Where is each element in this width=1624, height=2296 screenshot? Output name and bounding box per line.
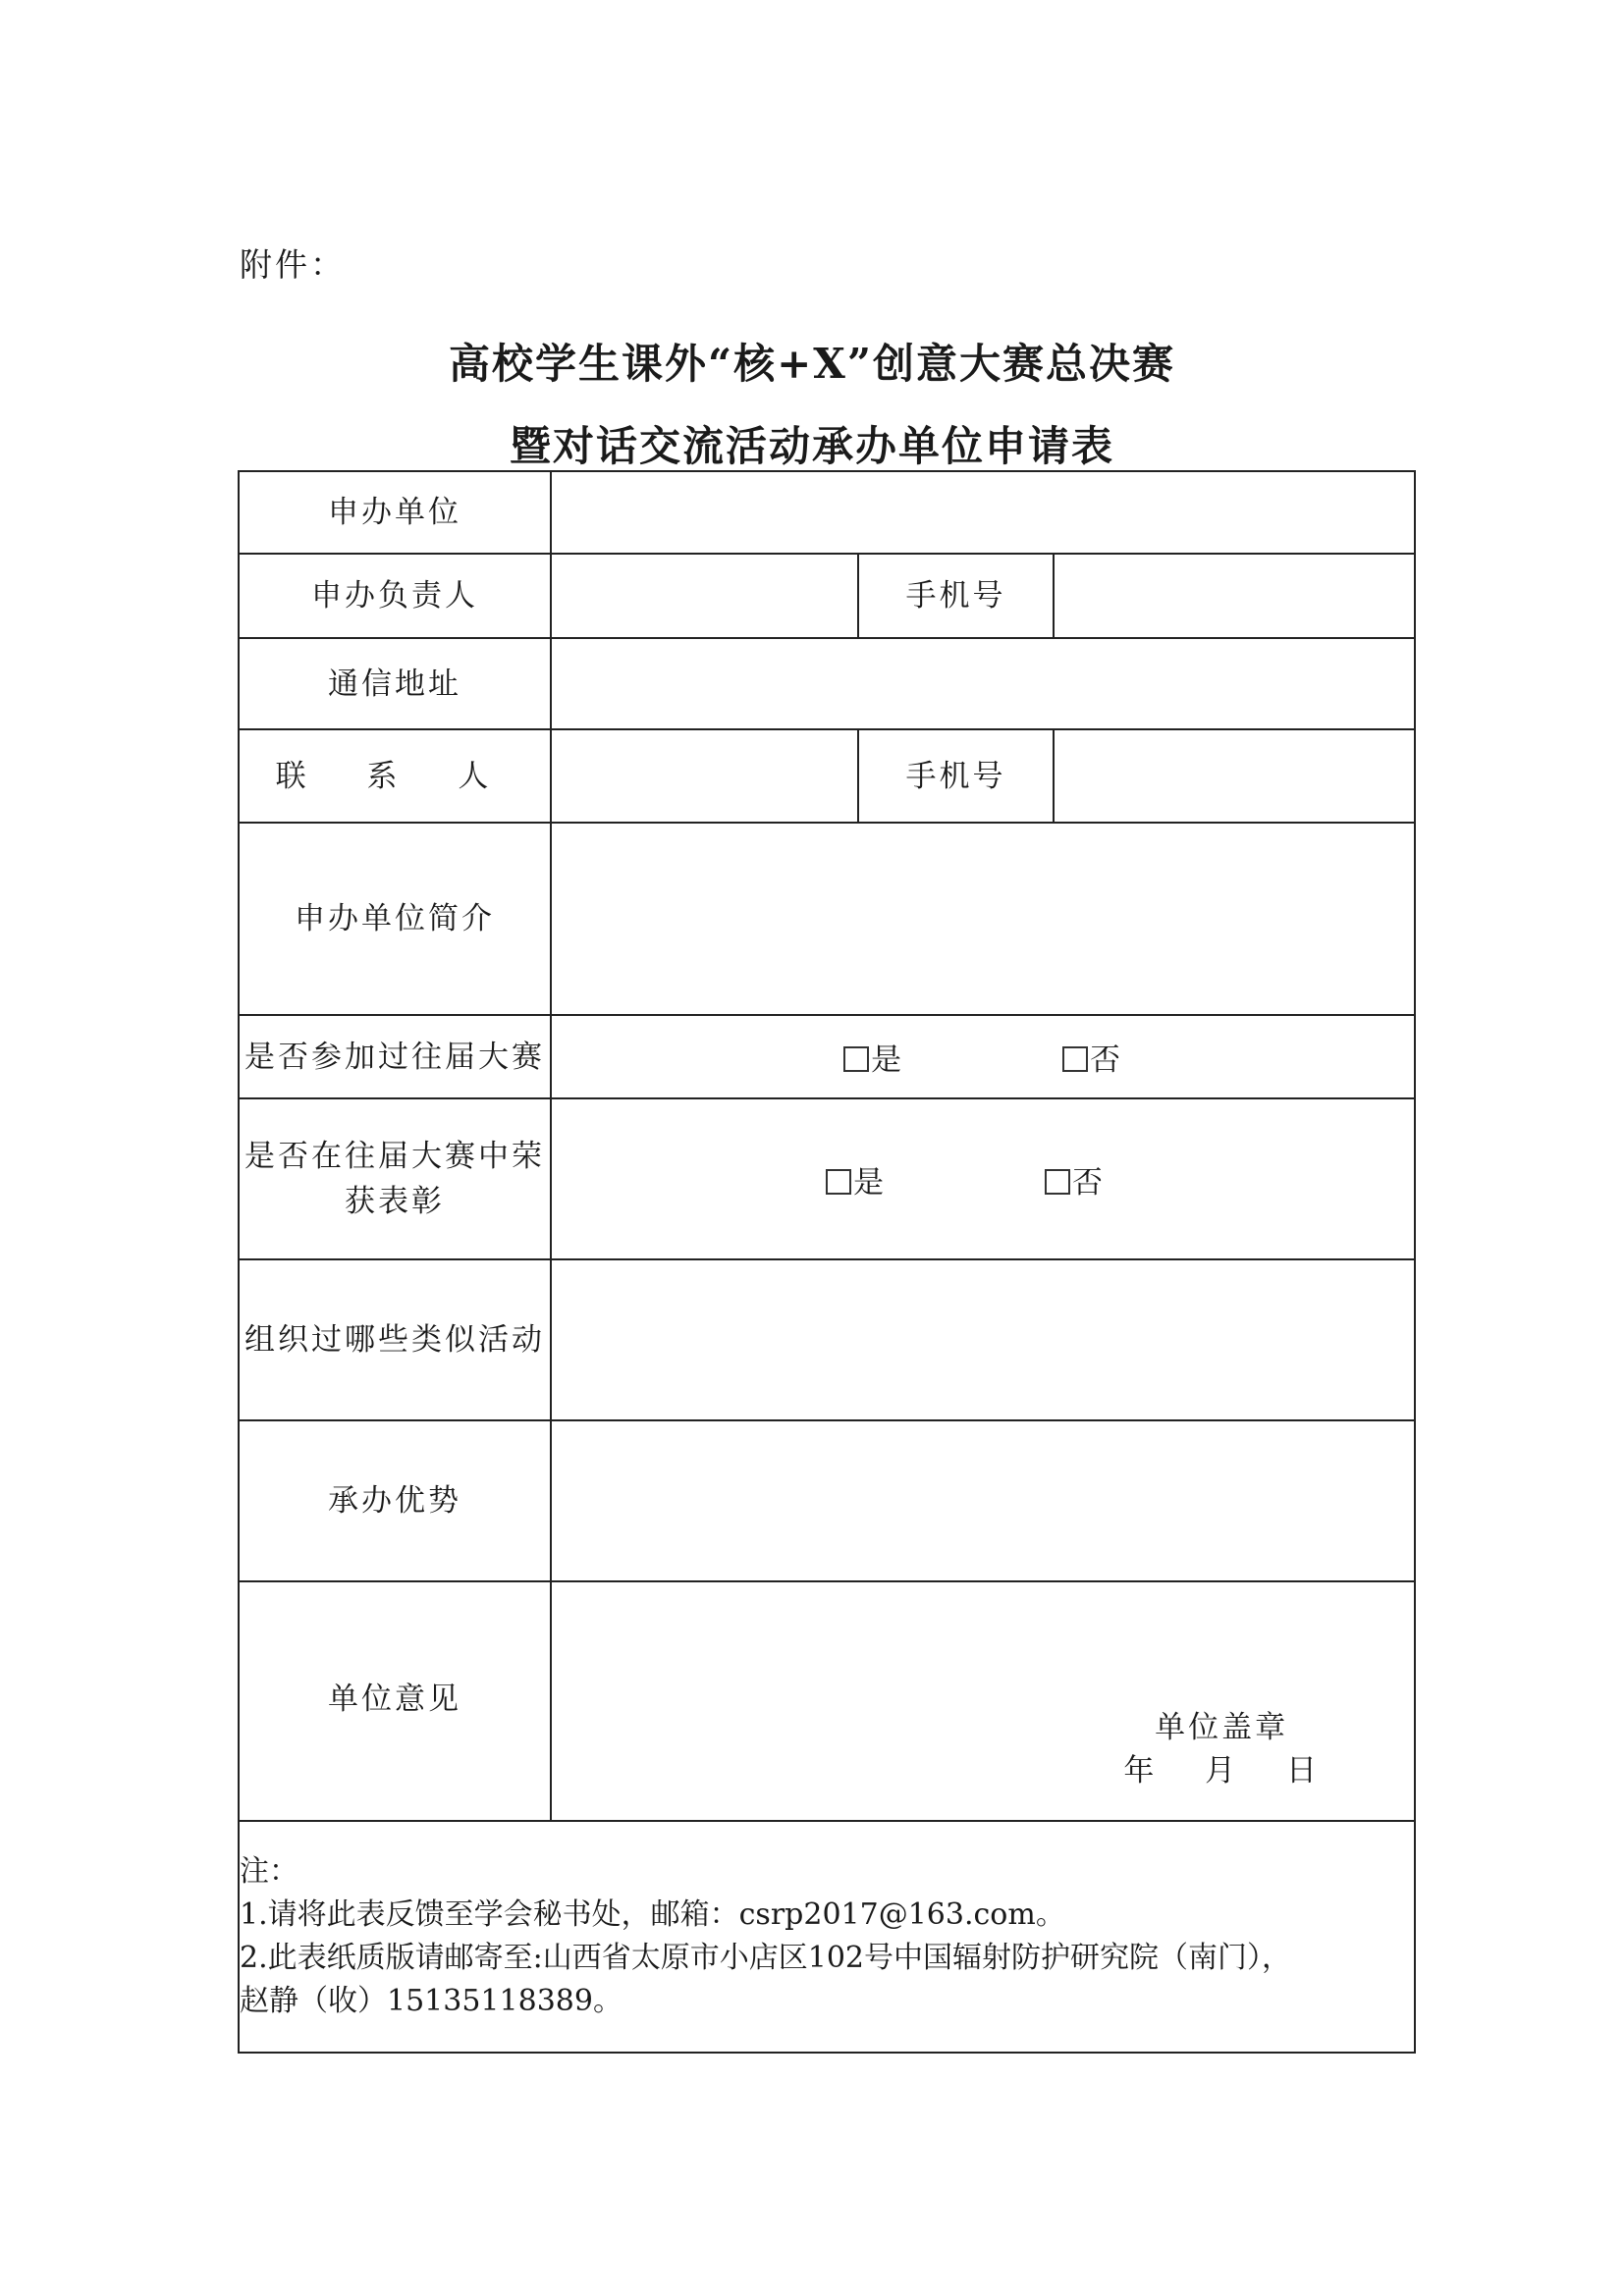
seal-block: [1123, 1706, 1320, 1792]
lead-phone-field[interactable]: [1054, 554, 1415, 638]
unit-opinion-label: 单位意见: [239, 1581, 551, 1821]
past-award-options-group: [826, 1165, 1105, 1201]
notes-heading: 注：: [240, 1854, 298, 1889]
notes-item2: 2.此表纸质版请邮寄至:山西省太原市小店区102号中国辐射防护研究院（南门），: [240, 1941, 1291, 1975]
past-award-label-line1: 是否在往届大赛中荣: [244, 1139, 545, 1174]
past-award-options: [551, 1098, 1415, 1259]
past-award-label-line2: 获表彰: [345, 1184, 445, 1219]
applicant-lead-label: 申办负责人: [239, 554, 551, 638]
row-past-participation: [239, 1015, 1415, 1098]
row-applicant-unit: [239, 471, 1415, 554]
notes-item2-cont: 赵静（收）15135118389。: [240, 1984, 623, 2018]
past-award-yes-option[interactable]: [826, 1157, 886, 1201]
row-unit-opinion: [239, 1581, 1415, 1821]
no-label: 否: [1071, 1164, 1105, 1201]
row-contact: [239, 729, 1415, 823]
yes-label: 是: [853, 1164, 887, 1201]
row-hosting-advantages: [239, 1420, 1415, 1581]
similar-activities-field[interactable]: [551, 1259, 1415, 1420]
past-participation-options: [551, 1015, 1415, 1098]
form-title-line2: 暨对话交流活动承办单位申请表: [509, 422, 1114, 470]
checkbox-icon[interactable]: [826, 1169, 851, 1195]
date-day: 日: [1286, 1753, 1321, 1789]
similar-activities-label: 组织过哪些类似活动: [239, 1259, 551, 1420]
hosting-advantages-label: 承办优势: [239, 1420, 551, 1581]
row-similar-activities: [239, 1259, 1415, 1420]
checkbox-icon[interactable]: [1062, 1046, 1088, 1072]
seal-label: 单位盖章: [1155, 1710, 1289, 1745]
past-participation-no-option[interactable]: [1062, 1035, 1122, 1079]
address-label: 通信地址: [239, 638, 551, 729]
applicant-lead-field[interactable]: [551, 554, 858, 638]
contact-phone-label: 手机号: [858, 729, 1054, 823]
application-form-table: [238, 470, 1416, 2054]
date-month: 月: [1205, 1753, 1239, 1789]
checkbox-icon[interactable]: [1045, 1169, 1070, 1195]
row-past-award: [239, 1098, 1415, 1259]
past-participation-yes-option[interactable]: [843, 1035, 903, 1079]
row-applicant-lead: [239, 554, 1415, 638]
attachment-label: 附件：: [240, 245, 346, 284]
unit-intro-label: 申办单位简介: [239, 823, 551, 1015]
contact-label: 联 系 人: [239, 729, 551, 823]
past-participation-label: 是否参加过往届大赛: [239, 1015, 551, 1098]
checkbox-icon[interactable]: [843, 1046, 869, 1072]
hosting-advantages-field[interactable]: [551, 1420, 1415, 1581]
unit-intro-field[interactable]: [551, 823, 1415, 1015]
address-field[interactable]: [551, 638, 1415, 729]
yes-label: 是: [871, 1042, 904, 1078]
contact-phone-field[interactable]: [1054, 729, 1415, 823]
no-label: 否: [1089, 1042, 1122, 1078]
form-title-line1: 高校学生课外“核+X”创意大赛总决赛: [448, 340, 1176, 388]
applicant-unit-field[interactable]: [551, 471, 1415, 554]
contact-field[interactable]: [551, 729, 858, 823]
row-address: [239, 638, 1415, 729]
row-unit-intro: [239, 823, 1415, 1015]
unit-opinion-field[interactable]: [551, 1581, 1415, 1821]
applicant-unit-label: 申办单位: [239, 471, 551, 554]
date-year: 年: [1123, 1753, 1158, 1789]
date-line: [1123, 1749, 1320, 1792]
lead-phone-label: 手机号: [858, 554, 1054, 638]
notes-cell: [239, 1821, 1415, 2053]
row-notes: [239, 1821, 1415, 2053]
past-award-no-option[interactable]: [1045, 1157, 1105, 1201]
notes-item1: 1.请将此表反馈至学会秘书处，邮箱：csrp2017@163.com。: [240, 1897, 1065, 1932]
past-award-label: [239, 1098, 551, 1259]
